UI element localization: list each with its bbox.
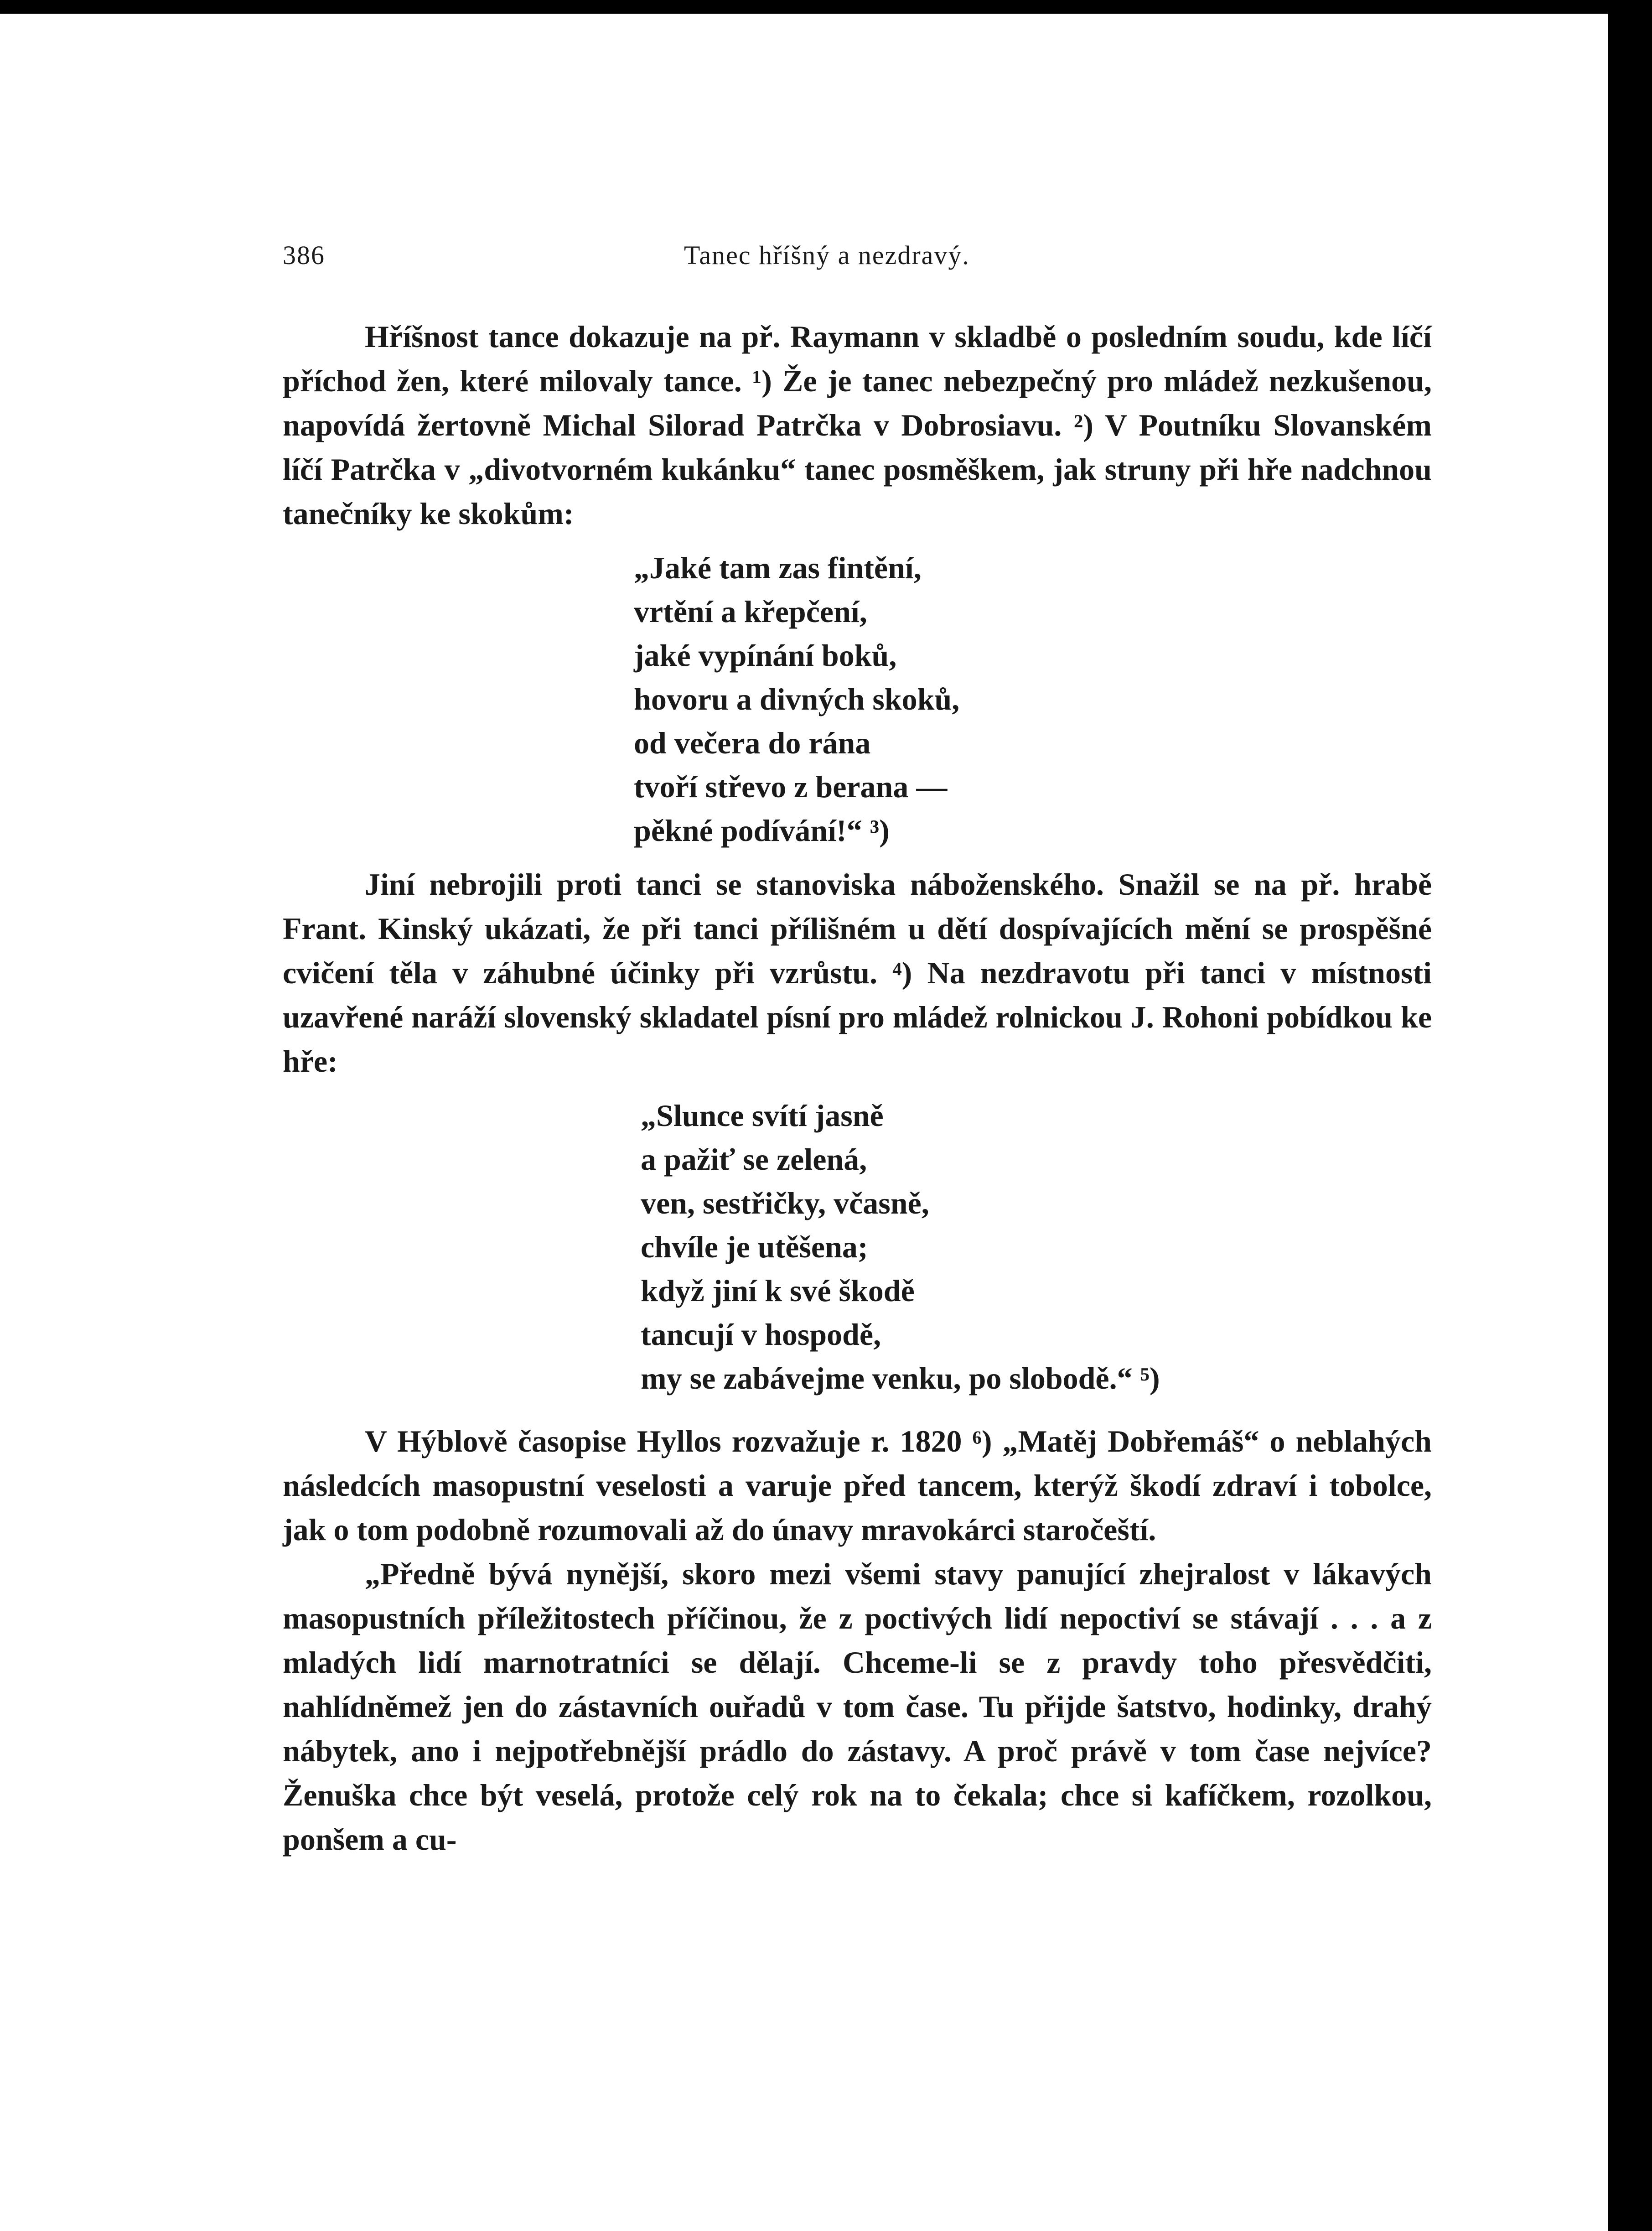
body-text [283, 315, 1432, 1862]
verse-line: jaké vypínání boků, [634, 638, 897, 673]
paragraph-1: Hříšnost tance dokazuje na př. Raymann v skladbě o posledním soudu, kde líčí příchod žen, které milovaly tance. ¹) Že je tanec nebezpečný pro mládež nezkušenou, napovídá žertovně Michal Silorad Patrčka v Dobrosiavu. ²) V Poutníku Slovanském líčí Patrčka v „divotvorném kukánku“ tanec posměškem, jak struny při hře nadchnou tanečníky ke skokům: [283, 319, 1432, 531]
scan-border-right [1608, 0, 1652, 2231]
verse-block-2 [283, 1094, 1432, 1400]
page-number: 386 [283, 240, 325, 270]
verse-line: „Slunce svítí jasně [641, 1098, 884, 1133]
verse-line: chvíle je utěšena; [641, 1230, 868, 1264]
verse-line: ven, sestřičky, včasně, [641, 1186, 929, 1220]
verse-line: my se zabávejme venku, po slobodě.“ ⁵) [641, 1361, 1160, 1396]
verse-line: od večera do rána [634, 726, 871, 760]
verse-line: hovoru a divných skoků, [634, 682, 960, 716]
verse-line: vrtění a křepčení, [634, 594, 867, 629]
verse-block-1 [283, 546, 1432, 852]
verse-line: a pažiť se zelená, [641, 1142, 867, 1177]
verse-line: tvoří střevo z berana — [634, 769, 948, 804]
running-title: Tanec hříšný a nezdravý. [684, 240, 970, 270]
paragraph-3: V Hýblově časopise Hyllos rozvažuje r. 1820 ⁶) „Matěj Dobřemáš“ o neblahých následcích masopustní veselosti a varuje před tancem, kterýž škodí zdraví i tobolce, jak o tom podobně rozumovali až do únavy mravokárci staročeští. [283, 1424, 1432, 1547]
verse-line: pěkné podívání!“ ³) [634, 813, 890, 848]
running-head [283, 237, 1432, 274]
verse-line: „Jaké tam zas fintění, [634, 550, 922, 585]
paragraph-4: „Předně bývá nynější, skoro mezi všemi stavy panující zhejralost v lákavých masopustních příležitostech příčinou, že z poctivých lidí nepoctiví se stávají . . . a z mladých lidí marnotratníci se dělají. Chceme-li se z pravdy toho přesvědčiti, nahlídněmež jen do zástavních ouřadů v tom čase. Tu přijde šatstvo, hodinky, drahý nábytek, ano i nejpotřebnější prádlo do zástavy. A proč právě v tom čase nejvíce? Ženuška chce být veselá, protože celý rok na to čekala; chce si kafíčkem, rozolkou, ponšem a cu- [283, 1557, 1432, 1857]
verse-line: tancují v hospodě, [641, 1317, 881, 1352]
verse-line: když jiní k své škodě [641, 1273, 915, 1308]
book-page [0, 14, 1608, 2231]
paragraph-2: Jiní nebrojili proti tanci se stanoviska náboženského. Snažil se na př. hrabě Frant. Kinský ukázati, že při tanci přílišném u dětí dospívajících mění se prospěšné cvičení těla v záhubné účinky při vzrůstu. ⁴) Na nezdravotu při tanci v místnosti uzavřené naráží slovenský skladatel písní pro mládež rolnickou J. Rohoni pobídkou ke hře: [283, 867, 1432, 1079]
scan-border-top [0, 0, 1610, 14]
